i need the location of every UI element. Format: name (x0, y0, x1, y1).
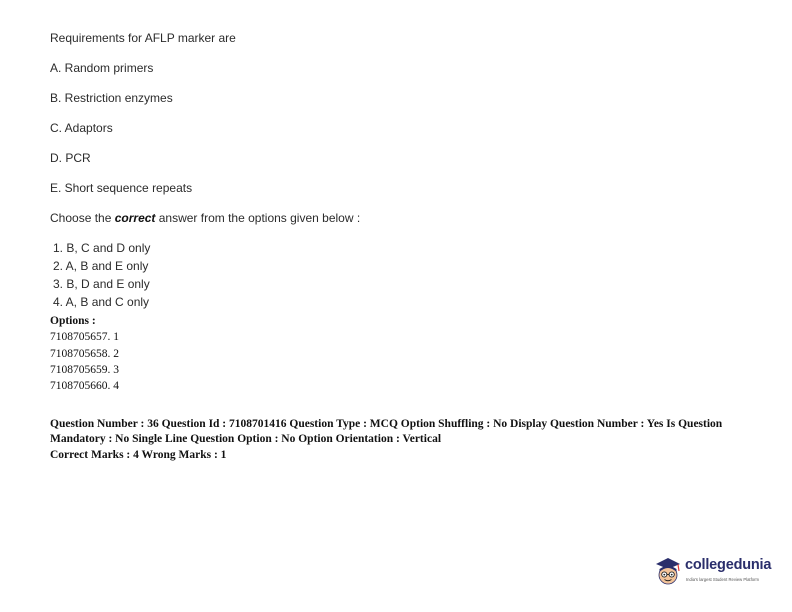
logo-tagline: India's largest Student Review Platform (686, 577, 759, 582)
instruction-before: Choose the (50, 211, 115, 225)
question-item-c: C. Adaptors (50, 121, 113, 135)
question-item-d: D. PCR (50, 151, 91, 165)
option-id-2: 7108705658. 2 (50, 348, 119, 360)
option-id-3: 7108705659. 3 (50, 364, 119, 376)
question-item-e: E. Short sequence repeats (50, 181, 193, 195)
answer-choices (53, 241, 150, 313)
question-item-a: A. Random primers (50, 61, 154, 75)
instruction-after: answer from the options given below : (155, 211, 361, 225)
question-metadata (50, 417, 750, 463)
question-metadata-line2: Correct Marks : 4 Wrong Marks : 1 (50, 449, 227, 461)
instruction-emphasis: correct (114, 211, 156, 225)
question-metadata-line1: Question Number : 36 Question Id : 7108701416 Question Type : MCQ Option Shuffling : No Display Question Number : Yes Is Question Mandatory : No Single Line Question Option : No Option Orientation : Vertical (50, 418, 723, 445)
answer-choice-2: 2. A, B and E only (53, 259, 149, 273)
option-id-4: 7108705660. 4 (50, 380, 119, 392)
answer-choice-3: 3. B, D and E only (53, 277, 150, 291)
instruction (50, 211, 360, 225)
option-id-1: 7108705657. 1 (50, 331, 119, 343)
question-item-b: B. Restriction enzymes (50, 91, 173, 105)
mascot-face-icon (652, 555, 684, 587)
answer-choice-4: 4. A, B and C only (53, 295, 150, 309)
question-text: Requirements for AFLP marker are (50, 31, 236, 45)
logo-wordmark: collegedunia (685, 557, 772, 573)
collegedunia-logo (652, 553, 782, 589)
options-title: Options : (50, 315, 96, 327)
answer-choice-1: 1. B, C and D only (53, 241, 151, 255)
